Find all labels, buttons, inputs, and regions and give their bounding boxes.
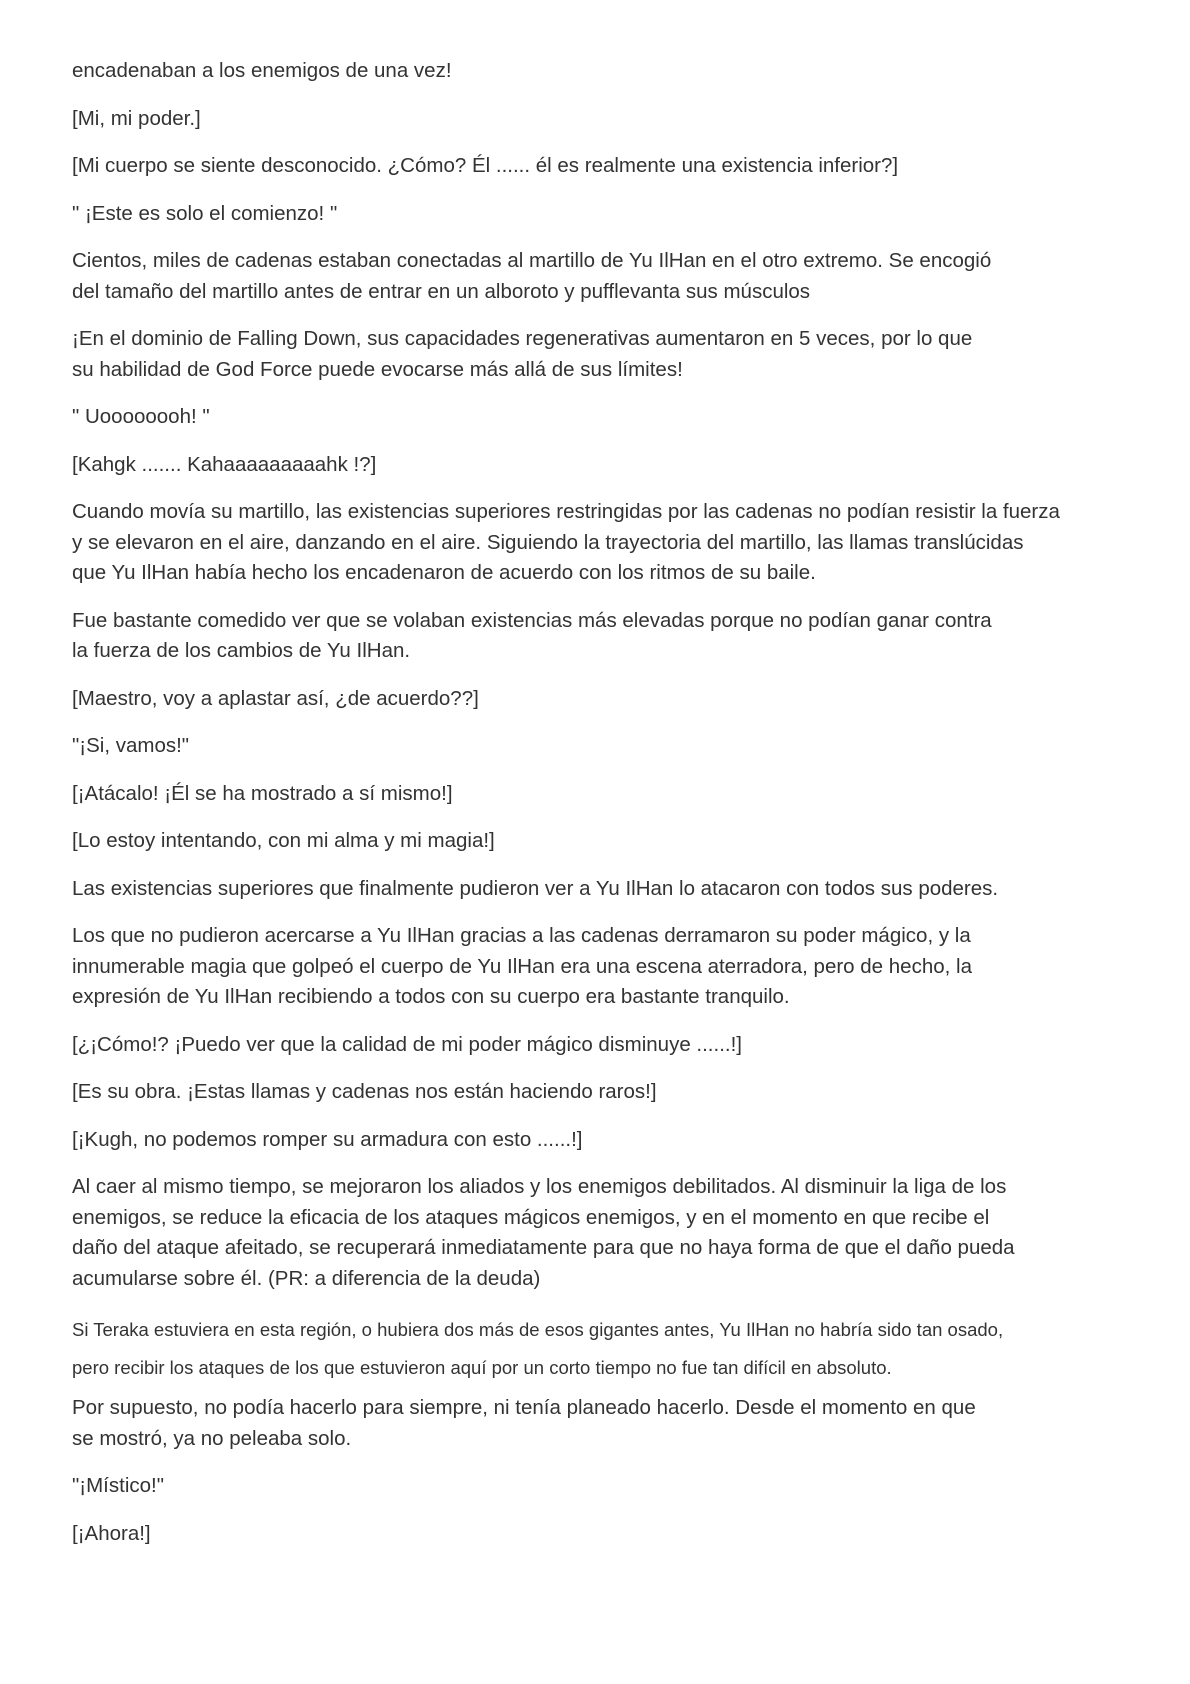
paragraph [72, 450, 1132, 481]
text-line: Por supuesto, no podía hacerlo para siempre, ni tenía planeado hacerlo. Desde el momento en que [72, 1396, 976, 1419]
text-line: Cientos, miles de cadenas estaban conectadas al martillo de Yu IlHan en el otro extremo. Se encogió [72, 249, 992, 272]
text-line: " Uoooooooh! " [72, 405, 210, 428]
text-line: Las existencias superiores que finalmente pudieron ver a Yu IlHan lo atacaron con todos sus poderes. [72, 876, 999, 900]
text-line: ¡En el dominio de Falling Down, sus capacidades regenerativas aumentaron en 5 veces, por lo que [72, 327, 973, 350]
paragraph [72, 402, 1132, 433]
paragraph [72, 324, 1132, 385]
paragraph [72, 826, 1132, 857]
text-line: "¡Místico!" [72, 1474, 164, 1497]
paragraph [72, 1311, 1132, 1387]
paragraph [72, 874, 1132, 905]
paragraph [72, 1519, 1132, 1550]
paragraph [72, 246, 1132, 307]
paragraph [72, 779, 1132, 810]
text-line: [Kahgk ....... Kahaaaaaaaaahk !?] [72, 452, 377, 476]
text-line: [¡Ahora!] [72, 1521, 151, 1545]
paragraph [72, 921, 1132, 1013]
text-line: innumerable magia que golpeó el cuerpo de Yu IlHan era una escena aterradora, pero de hecho, la [72, 954, 972, 978]
paragraph [72, 606, 1132, 667]
text-line: [¡Kugh, no podemos romper su armadura con esto ......!] [72, 1127, 583, 1151]
paragraph [72, 1125, 1132, 1156]
text-line: [Mi cuerpo se siente desconocido. ¿Cómo? Él ...... él es realmente una existencia inferior?] [72, 154, 899, 177]
paragraph [72, 1471, 1132, 1502]
text-line: [¡Atácalo! ¡Él se ha mostrado a sí mismo!] [72, 781, 453, 805]
paragraph [72, 1393, 1132, 1454]
text-line: [Mi, mi poder.] [72, 106, 201, 130]
text-line: Cuando movía su martillo, las existencias superiores restringidas por las cadenas no podían resistir la fuerza [72, 500, 1060, 523]
text-line: pero recibir los ataques de los que estuvieron aquí por un corto tiempo no fue tan difícil en absoluto. [72, 1357, 892, 1378]
text-line: daño del ataque afeitado, se recuperará inmediatamente para que no haya forma de que el daño pueda [72, 1236, 1015, 1259]
paragraph [72, 1172, 1132, 1294]
text-line: se mostró, ya no peleaba solo. [72, 1426, 352, 1450]
text-line: [Es su obra. ¡Estas llamas y cadenas nos están haciendo raros!] [72, 1080, 657, 1103]
text-line: Si Teraka estuviera en esta región, o hubiera dos más de esos gigantes antes, Yu IlHan no habría sido tan osado, [72, 1319, 1004, 1340]
paragraph [72, 1077, 1132, 1108]
text-line: "¡Si, vamos!" [72, 734, 190, 757]
text-line: [Lo estoy intentando, con mi alma y mi magia!] [72, 829, 495, 852]
text-line: Al caer al mismo tiempo, se mejoraron los aliados y los enemigos debilitados. Al disminuir la liga de los [72, 1175, 1007, 1198]
paragraph [72, 151, 1132, 182]
text-line: encadenaban a los enemigos de una vez! [72, 59, 452, 82]
text-line: acumularse sobre él. (PR: a diferencia de la deuda) [72, 1266, 541, 1290]
text-line: la fuerza de los cambios de Yu IlHan. [72, 639, 411, 662]
text-line: y se elevaron en el aire, danzando en el aire. Siguiendo la trayectoria del martillo, las llamas translúcidas [72, 530, 1024, 554]
text-line: Los que no pudieron acercarse a Yu IlHan gracias a las cadenas derramaron su poder mágico, y la [72, 924, 971, 947]
text-line: enemigos, se reduce la eficacia de los ataques mágicos enemigos, y en el momento en que recibe el [72, 1205, 990, 1229]
text-line: expresión de Yu IlHan recibiendo a todos con su cuerpo era bastante tranquilo. [72, 985, 790, 1008]
paragraph [72, 1030, 1132, 1061]
text-line: " ¡Este es solo el comienzo! " [72, 201, 338, 225]
text-line: del tamaño del martillo antes de entrar en un alboroto y pufflevanta sus músculos [72, 279, 811, 303]
paragraph [72, 104, 1132, 135]
text-line: Fue bastante comedido ver que se volaban existencias más elevadas porque no podían ganar contra [72, 608, 992, 632]
text-line: [¿¡Cómo!? ¡Puedo ver que la calidad de mi poder mágico disminuye ......!] [72, 1032, 742, 1056]
document-page [72, 56, 1132, 1566]
paragraph [72, 684, 1132, 715]
paragraph [72, 731, 1132, 762]
text-line: su habilidad de God Force puede evocarse más allá de sus límites! [72, 357, 683, 381]
text-line: [Maestro, voy a aplastar así, ¿de acuerdo??] [72, 686, 479, 710]
paragraph [72, 56, 1132, 87]
paragraph [72, 199, 1132, 230]
text-line: que Yu IlHan había hecho los encadenaron de acuerdo con los ritmos de su baile. [72, 561, 816, 584]
paragraph [72, 497, 1132, 589]
